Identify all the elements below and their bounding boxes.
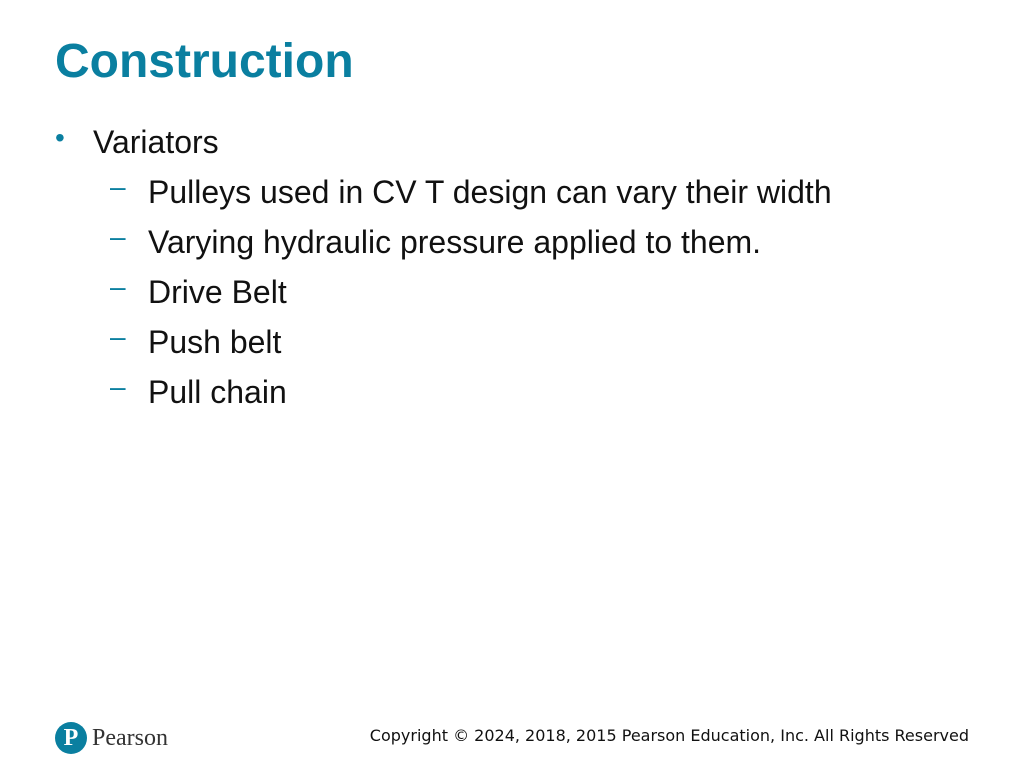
sub-bullet-text: Pulleys used in CV T design can vary their width: [148, 174, 832, 210]
bullet-dot-icon: •: [55, 122, 65, 153]
dash-icon: –: [110, 321, 126, 352]
bullet-variators: [55, 120, 995, 170]
bullet-list: [55, 120, 995, 420]
sub-bullet-item: [55, 270, 995, 320]
sub-bullet-text: Push belt: [148, 324, 282, 360]
sub-bullet-text: Drive Belt: [148, 274, 287, 310]
dash-icon: –: [110, 371, 126, 402]
slide-title: Construction: [55, 35, 354, 88]
dash-icon: –: [110, 271, 126, 302]
bullet-text: Variators: [93, 124, 219, 160]
copyright-notice: Copyright © 2024, 2018, 2015 Pearson Education, Inc. All Rights Reserved: [369, 726, 969, 745]
sub-bullet-list: [55, 170, 995, 420]
sub-bullet-item: [55, 170, 995, 220]
logo-wordmark: Pearson: [92, 725, 168, 751]
logo-letter: P: [63, 725, 79, 751]
sub-bullet-text: Varying hydraulic pressure applied to them.: [148, 224, 762, 260]
sub-bullet-text: Pull chain: [148, 374, 287, 410]
sub-bullet-item: [55, 370, 995, 420]
pearson-logo: [55, 720, 168, 756]
sub-bullet-item: [55, 220, 995, 270]
pearson-logo-icon: [55, 722, 87, 754]
sub-bullet-item: [55, 320, 995, 370]
dash-icon: –: [110, 221, 126, 252]
dash-icon: –: [110, 171, 126, 202]
